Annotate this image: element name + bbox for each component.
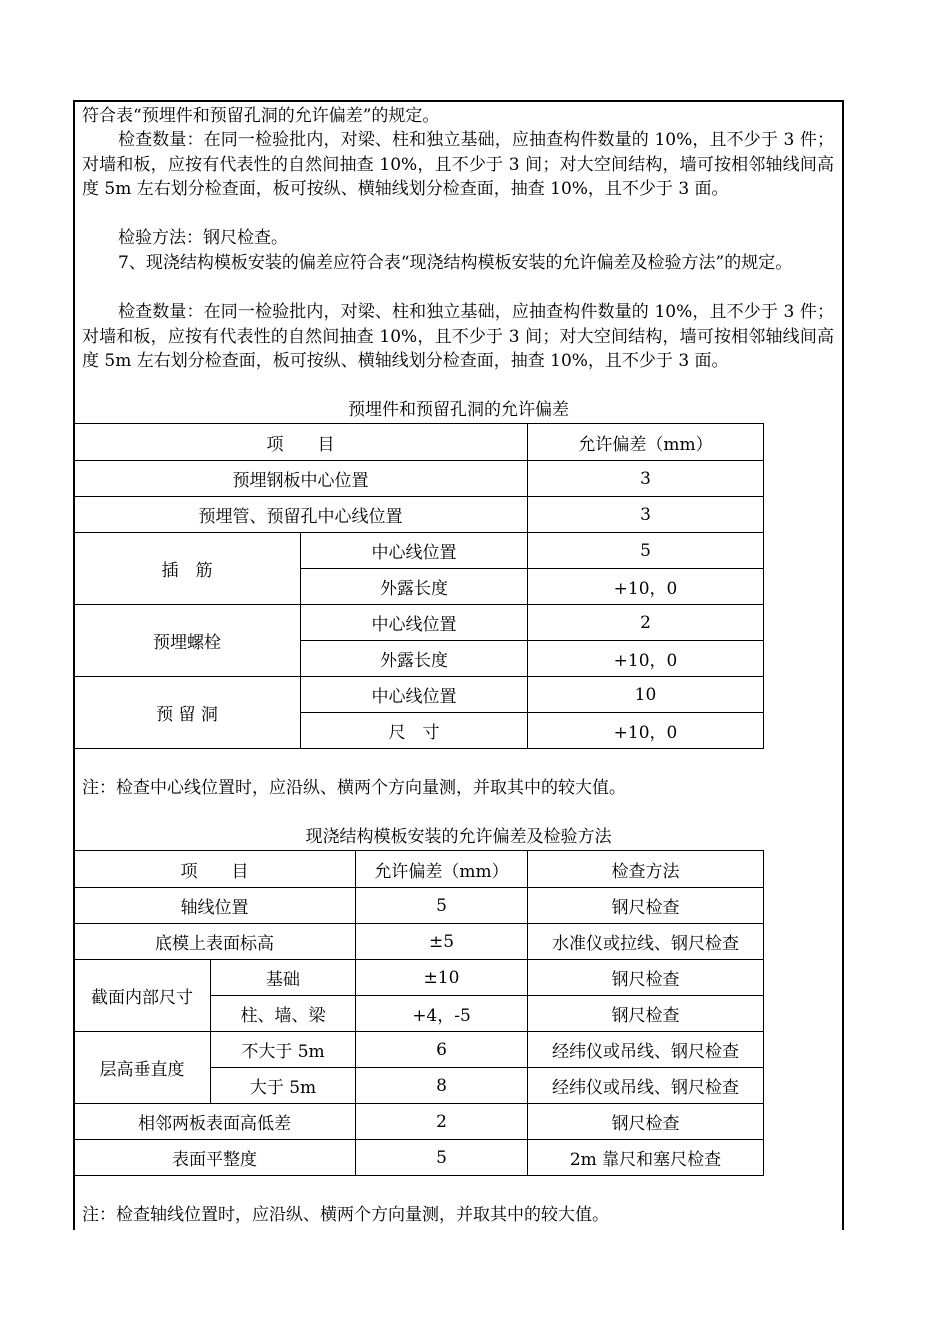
table-cell: 相邻两板表面高低差	[74, 1104, 356, 1140]
embedded-parts-table	[73, 423, 764, 749]
table-cell: +10，0	[528, 713, 764, 749]
table-group-cell: 预埋螺栓	[74, 605, 301, 677]
table-cell: 中心线位置	[301, 605, 528, 641]
table-cell: 5	[356, 1140, 528, 1176]
table-cell: 中心线位置	[301, 533, 528, 569]
table-cell: 6	[356, 1032, 528, 1068]
table-cell: 轴线位置	[74, 888, 356, 924]
table-cell: 中心线位置	[301, 677, 528, 713]
table-cell: 基础	[211, 960, 356, 996]
table-cell: 5	[356, 888, 528, 924]
table-cell: 10	[528, 677, 764, 713]
table2-header-item: 项 目	[74, 851, 356, 888]
table-cell: +4，-5	[356, 996, 528, 1032]
table-cell: 经纬仪或吊线、钢尺检查	[528, 1068, 764, 1104]
table-group-cell: 插 筋	[74, 533, 301, 605]
table-cell: 外露长度	[301, 569, 528, 605]
table-cell: ±10	[356, 960, 528, 996]
table-cell: 2m 靠尺和塞尺检查	[528, 1140, 764, 1176]
table2-note: 注：检查轴线位置时，应沿纵、横两个方向量测，并取其中的较大值。	[82, 1205, 609, 1225]
table2-header-method: 检查方法	[528, 851, 764, 888]
paragraph-inspection-method: 检验方法：钢尺检查。	[118, 228, 288, 248]
table2-header-tolerance: 允许偏差（mm）	[356, 851, 528, 888]
table-cell: 钢尺检查	[528, 996, 764, 1032]
table-cell: 预埋管、预留孔中心线位置	[74, 497, 528, 533]
table-cell: 水准仪或拉线、钢尺检查	[528, 924, 764, 960]
table-cell: 8	[356, 1068, 528, 1104]
table1-header-tolerance: 允许偏差（mm）	[528, 424, 764, 461]
table-cell: 预埋钢板中心位置	[74, 461, 528, 497]
table-cell: 底模上表面标高	[74, 924, 356, 960]
table-cell: 不大于 5m	[211, 1032, 356, 1068]
paragraph-inspection-quantity-2: 检查数量：在同一检验批内，对梁、柱和独立基础，应抽查构件数量的 10%，且不少于 3 件；对墙和板，应按有代表性的自然间抽查 10%，且不少于 3 间；对大空间结构，墙可按相邻轴线间高度 5m 左右划分检查面，板可按纵、横轴线划分检查面，抽查 10%，且不少于 3 面。	[82, 302, 834, 371]
paragraph-inspection-quantity: 检查数量：在同一检验批内，对梁、柱和独立基础，应抽查构件数量的 10%，且不少于 3 件；对墙和板，应按有代表性的自然间抽查 10%，且不少于 3 间；对大空间结构，墙可按相邻轴线间高度 5m 左右划分检查面，板可按纵、横轴线划分检查面，抽查 10%，且不少于 3 面。	[82, 130, 834, 199]
table-group-cell: 预 留 洞	[74, 677, 301, 749]
table-cell: 柱、墙、梁	[211, 996, 356, 1032]
table-cell: 大于 5m	[211, 1068, 356, 1104]
table-cell: 钢尺检查	[528, 1104, 764, 1140]
paragraph-item-7: 7、现浇结构模板安装的偏差应符合表“现浇结构模板安装的允许偏差及检验方法”的规定。	[118, 253, 793, 273]
table-cell: 经纬仪或吊线、钢尺检查	[528, 1032, 764, 1068]
table-cell: 钢尺检查	[528, 960, 764, 996]
table2-caption: 现浇结构模板安装的允许偏差及检验方法	[305, 827, 612, 847]
table-cell: +10，0	[528, 569, 764, 605]
table-group-cell: 层高垂直度	[74, 1032, 211, 1104]
table-cell: 2	[528, 605, 764, 641]
table1-caption: 预埋件和预留孔洞的允许偏差	[348, 400, 569, 420]
table-cell: +10，0	[528, 641, 764, 677]
table-cell: 表面平整度	[74, 1140, 356, 1176]
table-group-cell: 截面内部尺寸	[74, 960, 211, 1032]
table1-header-item: 项 目	[74, 424, 528, 461]
paragraph-1: 符合表“预埋件和预留孔洞的允许偏差”的规定。	[82, 106, 440, 126]
table1-note: 注：检查中心线位置时，应沿纵、横两个方向量测，并取其中的较大值。	[82, 778, 626, 798]
table-cell: 尺 寸	[301, 713, 528, 749]
table-cell: ±5	[356, 924, 528, 960]
table-cell: 外露长度	[301, 641, 528, 677]
table-cell: 5	[528, 533, 764, 569]
table-cell: 钢尺检查	[528, 888, 764, 924]
table-cell: 3	[528, 461, 764, 497]
formwork-tolerance-table	[73, 850, 764, 1176]
table-cell: 2	[356, 1104, 528, 1140]
table-cell: 3	[528, 497, 764, 533]
